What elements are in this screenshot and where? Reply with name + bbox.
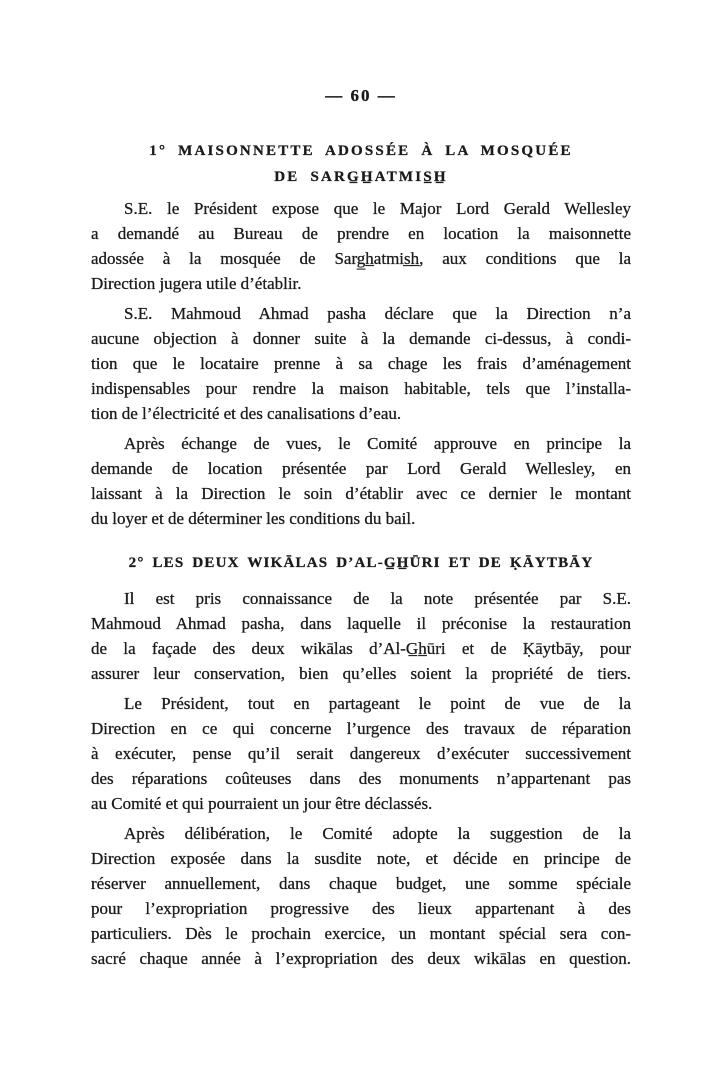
text-line: à exécuter, pense qu’il serait dangereux d’exécuter successivement bbox=[91, 744, 631, 763]
text-line: tion de l’électricité et des canalisations d’eau. bbox=[91, 404, 402, 423]
text-block bbox=[91, 86, 631, 976]
text-line: Direction en ce qui concerne l’urgence des travaux de réparation bbox=[91, 719, 631, 738]
paragraph-1 bbox=[91, 196, 631, 296]
text-line: Après délibération, le Comité adopte la suggestion de la bbox=[124, 824, 631, 843]
text-line: du loyer et de déterminer les conditions du bail. bbox=[91, 509, 416, 528]
section-1-heading-line-2: DE SARG̲H̲ATMIS̲H̲ bbox=[274, 169, 448, 185]
text-line: particuliers. Dès le prochain exercice, un montant spécial sera con- bbox=[91, 924, 631, 943]
text-line: sacré chaque année à l’expropriation des deux wikālas en question. bbox=[91, 949, 631, 968]
paragraph-6 bbox=[91, 821, 631, 971]
text-line: Direction jugera utile d’établir. bbox=[91, 274, 302, 293]
text-line: Le Président, tout en partageant le point de vue de la bbox=[124, 694, 631, 713]
section-1-heading-line-1: 1° MAISONNETTE ADOSSÉE À LA MOSQUÉE bbox=[149, 143, 573, 159]
paragraph-2 bbox=[91, 301, 631, 426]
text-line: Il est pris connaissance de la note présentée par S.E. bbox=[124, 589, 631, 608]
text-line: de la façade des deux wikālas d’Al-G̲h̲ūri et de Ḳāytbāy, pour bbox=[91, 639, 631, 658]
text-line: pour l’expropriation progressive des lieux appartenant à des bbox=[91, 899, 631, 918]
text-line: tion que le locataire prenne à sa chage les frais d’aménagement bbox=[91, 354, 631, 373]
text-line: laissant à la Direction le soin d’établir avec ce dernier le montant bbox=[91, 484, 631, 503]
section-2-heading: 2° LES DEUX WIKĀLAS D’AL-G̲H̲ŪRI ET DE ḲĀYTBĀY bbox=[128, 555, 594, 571]
text-line: adossée à la mosquée de Sarg̲h̲atmis̲h̲, aux conditions que la bbox=[91, 249, 631, 268]
text-line: Direction exposée dans la susdite note, et décide en principe de bbox=[91, 849, 631, 868]
paragraph-4 bbox=[91, 586, 631, 686]
text-line: indispensables pour rendre la maison habitable, tels que l’installa- bbox=[91, 379, 631, 398]
text-line: S.E. le Président expose que le Major Lord Gerald Wellesley bbox=[124, 199, 631, 218]
text-line: S.E. Mahmoud Ahmad pasha déclare que la Direction n’a bbox=[124, 304, 631, 323]
text-line: demande de location présentée par Lord Gerald Wellesley, en bbox=[91, 459, 631, 478]
page-number: — 60 — bbox=[325, 86, 397, 105]
text-line: a demandé au Bureau de prendre en location la maisonnette bbox=[91, 224, 631, 243]
text-line: assurer leur conservation, bien qu’elles soient la propriété de tiers. bbox=[91, 664, 631, 683]
text-line: au Comité et qui pourraient un jour être déclassés. bbox=[91, 794, 433, 813]
text-line: Mahmoud Ahmad pasha, dans laquelle il préconise la restauration bbox=[91, 614, 631, 633]
section-1-heading bbox=[91, 138, 631, 190]
paragraph-5 bbox=[91, 691, 631, 816]
text-line: réserver annuellement, dans chaque budget, une somme spéciale bbox=[91, 874, 631, 893]
text-line: des réparations coûteuses dans des monuments n’appartenant pas bbox=[91, 769, 631, 788]
paragraph-3 bbox=[91, 431, 631, 531]
text-line: aucune objection à donner suite à la demande ci-dessus, à condi- bbox=[91, 329, 631, 348]
text-line: Après échange de vues, le Comité approuve en principe la bbox=[124, 434, 631, 453]
